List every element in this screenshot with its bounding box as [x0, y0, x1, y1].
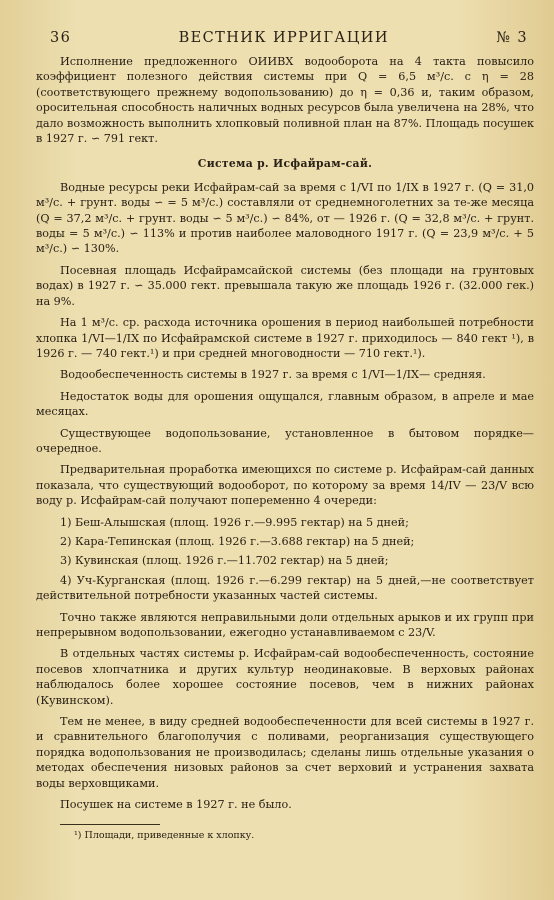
paragraph-district-differences: В отдельных частях системы р. Исфайрам-сай водообеспеченность, состояние посевов хлопчатника и других культур неодинаковые. В верховых районах наблюдалось более хорошее состояние посевов, чем в нижних районах (Кувинском).	[36, 647, 534, 707]
list-item: 4) Уч-Курганская (площ. 1926 г.—6.299 гектар) на 5 дней,—не соответствует действительной потребности указанных частей системы.	[36, 573, 534, 603]
issue-number: № 3	[496, 30, 528, 46]
paragraph-reorganization: Тем не менее, в виду средней водообеспеченности для всей системы в 1927 г. и сравнительного благополучия с поливами, реорганизация существующего порядка водопользования не производилась; сделаны лишь отдельные указания о методах обеспечения низовых районов за счет верховий и устранения захвата воды верховщиками.	[36, 715, 534, 790]
paragraph-no-droughts: Посушек на системе в 1927 г. не было.	[60, 798, 292, 812]
footnote-divider	[60, 824, 160, 825]
paragraph-sown-area: Посевная площадь Исфайрамсайской системы (без площади на грунтовых водах) в 1927 г. ∽ 35.000 гект. превышала такую же площадь 1926 г. (32.000 гек.) на 9%.	[36, 263, 534, 308]
paragraph-discharge-per-unit: На 1 м³/с. ср. расхода источника орошения в период наибольшей потребности хлопка 1/VI—1/IX по Исфайрамской системе в 1927 г. приходилось — 840 гект ¹), в 1926 г. — 740 гект.¹) и при средней многоводности — 710 гект.¹).	[36, 316, 534, 360]
paragraph-preliminary-study: Предварительная проработка имеющихся по системе р. Исфайрам-сай данных показала, что существующий водооборот, по которому за время 14/IV — 23/V всю воду р. Исфайрам-сай получают попеременно 4 очереди:	[36, 463, 534, 508]
rotation-stages-list	[36, 515, 534, 604]
paragraph-water-shortage: Недостаток воды для орошения ощущался, главным образом, в апреле и мае месяцах.	[36, 389, 534, 419]
section-heading: Система р. Исфайрам-сай.	[197, 157, 373, 171]
list-item: 2) Кара-Тепинская (площ. 1926 г.—3.688 гектар) на 5 дней;	[60, 534, 415, 548]
paragraph-water-supply: Водообеспеченность системы в 1927 г. за время с 1/VI—1/IX— средняя.	[60, 368, 486, 382]
footnote: ¹) Площади, приведенные к хлопку.	[74, 830, 255, 842]
page-number: 36	[50, 30, 72, 46]
running-head	[50, 30, 528, 54]
paragraph-canal-shares: Точно также являются неправильными доли отдельных арыков и их групп при непрерывном водопользовании, ежегодно устанавливаемом с 23/V.	[36, 610, 534, 639]
article-body	[36, 54, 534, 812]
list-item: 3) Кувинская (площ. 1926 г.—11.702 гектар) на 5 дней;	[60, 554, 389, 568]
paragraph-water-resources: Водные ресурсы реки Исфайрам-сай за время с 1/VI по 1/IX в 1927 г. (Q = 31,0 м³/с. + грунт. воды ∽ = 5 м³/с.) составляли от среднемноголетних за те-же месяца (Q = 37,2 м³/с. + грунт. воды ∽ 5 м³/с.) ∽ 84%, от — 1926 г. (Q = 32,8 м³/с. + грунт. воды = 5 м³/с.) ∽ 113% и против наиболее маловодного 1917 г. (Q = 23,9 м³/с. + 5 м³/с.) ∽ 130%.	[36, 180, 534, 256]
journal-title: ВЕСТНИК ИРРИГАЦИИ	[178, 30, 389, 46]
intro-paragraph: Исполнение предложенного ОИИВХ водооборота на 4 такта повысило коэффициент полезного действия системы при Q = 6,5 м³/с. с η = 28 (соответствующего прежнему водопользованию) до η = 0,36 и, таким образом, оросительная способность наличных водных ресурсов была увеличена на 28%, что дало возможность выполнить хлопковый поливной план на 87%. Площадь посушек в 1927 г. ∽ 791 гект.	[36, 55, 534, 146]
list-item: 1) Беш-Алышская (площ. 1926 г.—9.995 гектар) на 5 дней;	[60, 515, 409, 529]
paragraph-water-use: Существующее водопользование, установленное в бытовом порядке— очередное.	[36, 426, 534, 455]
